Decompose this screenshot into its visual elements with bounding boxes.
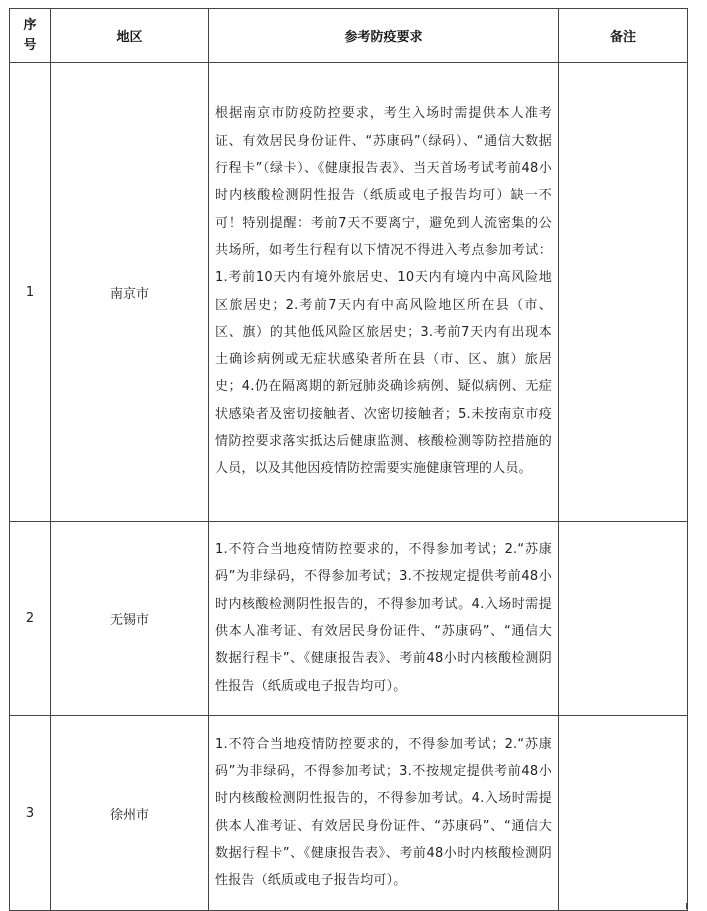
row-region: 南京市 <box>51 63 209 522</box>
stub-line <box>9 903 10 909</box>
stub-line <box>50 903 51 909</box>
row-notes <box>559 522 688 716</box>
row-seq: 1 <box>10 63 51 522</box>
table-row <box>10 63 688 522</box>
row-seq: 3 <box>10 716 51 911</box>
stub-line <box>208 903 209 909</box>
stub-line <box>558 903 559 909</box>
requirements-table-container <box>9 8 687 911</box>
header-seq-line2: 号 <box>23 37 37 53</box>
table-row <box>10 522 688 716</box>
next-row-stub <box>9 903 687 909</box>
header-notes: 备注 <box>559 9 688 63</box>
header-requirements: 参考防疫要求 <box>209 9 559 63</box>
row-requirements: 1.不符合当地疫情防控要求的，不得参加考试；2.“苏康码”为非绿码，不得参加考试；3.不按规定提供考前48小时内核酸检测阴性报告的，不得参加考试。4.入场时需提供本人准考证、有效居民身份证件、“苏康码”、“通信大数据行程卡”、《健康报告表》、考前48小时内核酸检测阴性报告（纸质或电子报告均可）。 <box>209 522 559 716</box>
row-seq: 2 <box>10 522 51 716</box>
stub-line <box>686 903 687 909</box>
row-requirements: 1.不符合当地疫情防控要求的，不得参加考试；2.“苏康码”为非绿码，不得参加考试；3.不按规定提供考前48小时内核酸检测阴性报告的，不得参加考试。4.入场时需提供本人准考证、有效居民身份证件、“苏康码”、“通信大数据行程卡”、《健康报告表》、考前48小时内核酸检测阴性报告（纸质或电子报告均可）。 <box>209 716 559 911</box>
table-header-row <box>10 9 688 63</box>
row-notes <box>559 716 688 911</box>
header-region: 地区 <box>51 9 209 63</box>
header-seq <box>10 9 51 63</box>
row-requirements: 根据南京市防疫防控要求，考生入场时需提供本人准考证、有效居民身份证件、“苏康码”（绿码）、“通信大数据行程卡”（绿卡）、《健康报告表》、当天首场考试考前48小时内核酸检测阴性报告（纸质或电子报告均可）缺一不可！特别提醒：考前7天不要离宁，避免到人流密集的公共场所，如考生行程有以下情况不得进入考点参加考试：1.考前10天内有境外旅居史、10天内有境内中高风险地区旅居史；2.考前7天内有中高风险地区所在县（市、区、旗）的其他低风险区旅居史；3.考前7天内有出现本土确诊病例或无症状感染者所在县（市、区、旗）旅居史；4.仍在隔离期的新冠肺炎确诊病例、疑似病例、无症状感染者及密切接触者、次密切接触者；5.未按南京市疫情防控要求落实抵达后健康监测、核酸检测等防控措施的人员，以及其他因疫情防控需要实施健康管理的人员。 <box>209 63 559 522</box>
row-region: 徐州市 <box>51 716 209 911</box>
table-row <box>10 716 688 911</box>
row-region: 无锡市 <box>51 522 209 716</box>
row-notes <box>559 63 688 522</box>
requirements-table <box>9 8 688 911</box>
header-seq-line1: 序 <box>23 17 37 33</box>
